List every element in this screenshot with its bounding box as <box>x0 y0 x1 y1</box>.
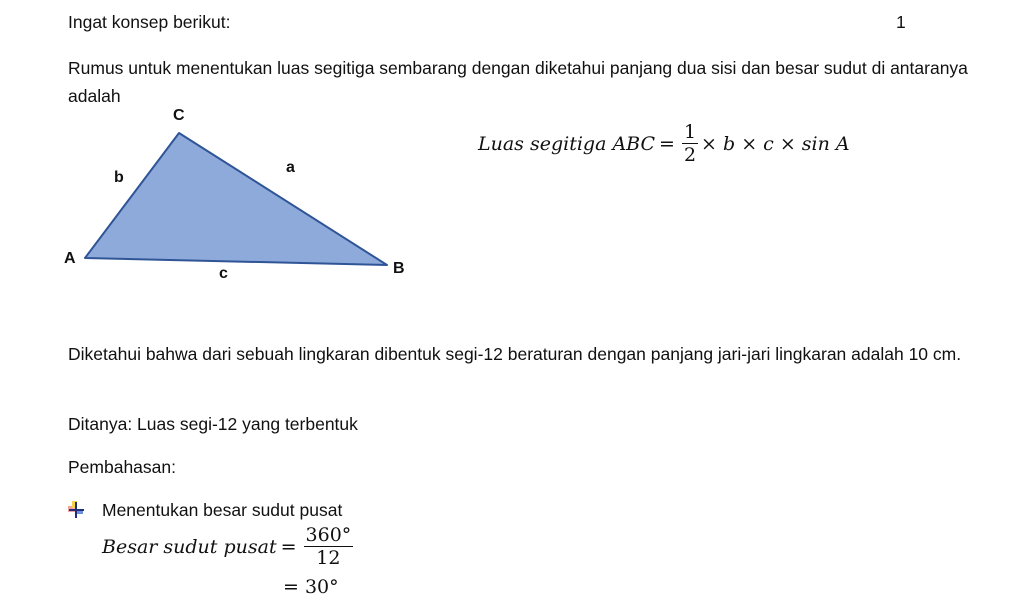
vertex-label-b: B <box>393 260 405 277</box>
asked-text: Ditanya: Luas segi-12 yang terbentuk <box>68 414 358 434</box>
given-paragraph: Diketahui bahwa dari sebuah lingkaran dibentuk segi-12 beraturan dengan panjang jari-jari lingkaran adalah 10 cm. <box>68 344 962 364</box>
side-label-b: b <box>114 169 124 186</box>
formula-lhs: Luas segitiga ABC <box>478 132 656 155</box>
formula-fraction <box>682 121 698 166</box>
discussion-label: Pembahasan: <box>68 457 176 477</box>
step-formula-equals: = <box>280 535 297 558</box>
triangle-area-formula <box>478 121 850 166</box>
step-formula-lhs: Besar sudut pusat <box>102 535 277 558</box>
four-color-cross-bullet-icon <box>66 500 86 520</box>
vertex-label-c: C <box>173 107 185 124</box>
step-formula-fraction <box>304 524 354 569</box>
formula-rhs: × b × c × sin A <box>701 132 850 155</box>
side-label-a: a <box>286 159 295 176</box>
central-angle-formula <box>102 524 356 569</box>
formula-equals: = <box>659 132 675 155</box>
step-fraction-denominator: 12 <box>316 547 341 569</box>
step-title: Menentukan besar sudut pusat <box>102 500 343 520</box>
triangle-figure <box>55 105 435 300</box>
side-label-c: c <box>219 265 228 282</box>
step-fraction-numerator: 360° <box>305 524 352 546</box>
step-formula-result: = 30° <box>283 576 339 598</box>
page-number: 1 <box>896 12 906 32</box>
fraction-numerator: 1 <box>683 121 697 143</box>
vertex-label-a: A <box>64 250 76 267</box>
triangle-diagram <box>55 105 435 300</box>
fraction-denominator: 2 <box>683 144 697 166</box>
concept-paragraph: Rumus untuk menentukan luas segitiga sembarang dengan diketahui panjang dua sisi dan besar sudut di antaranya adalah <box>68 58 968 106</box>
intro-text: Ingat konsep berikut: <box>68 12 231 32</box>
